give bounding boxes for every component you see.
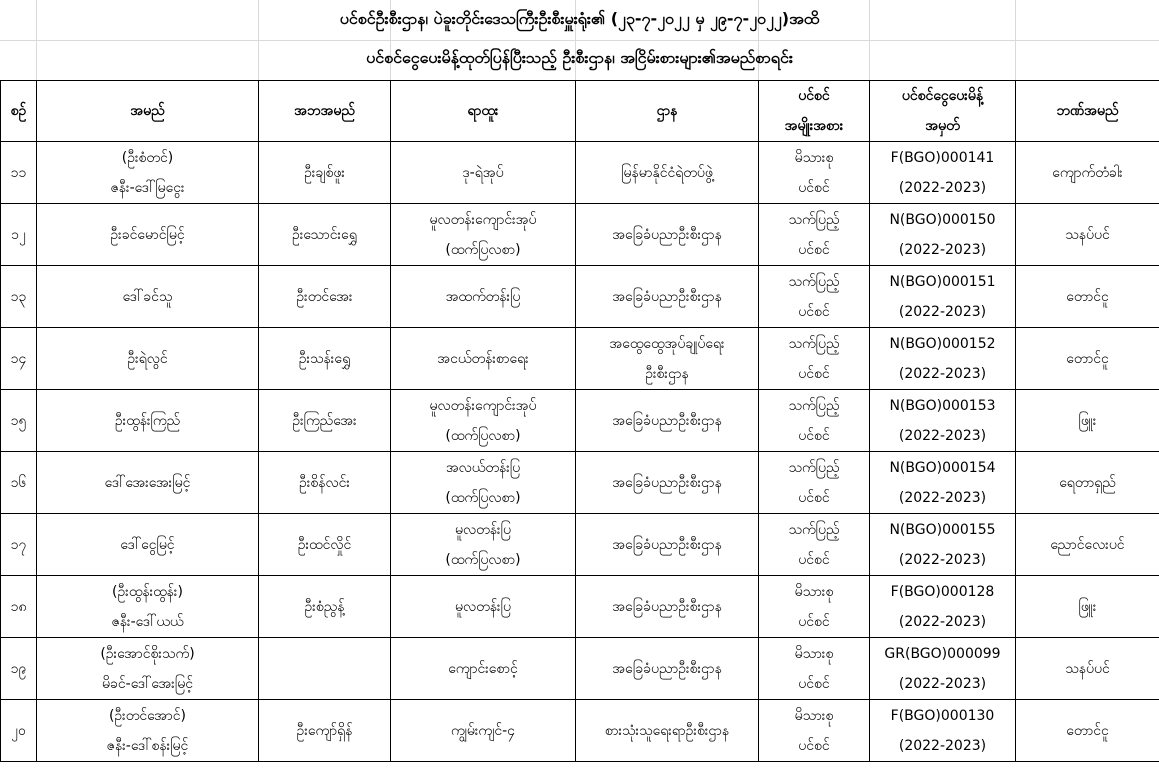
table-row xyxy=(1,452,1159,514)
cell-order-number[interactable] xyxy=(870,390,1016,452)
cell-department[interactable] xyxy=(576,452,759,514)
cell-bank-text: သနပ်ပင် xyxy=(1065,226,1110,243)
cell-order-number-text: N(BGO)000154 xyxy=(889,459,996,476)
cell-rank[interactable] xyxy=(391,390,576,452)
cell-bank[interactable] xyxy=(1016,700,1159,762)
cell-pension-type[interactable] xyxy=(759,514,870,576)
cell-order-number-text: N(BGO)000151 xyxy=(889,273,996,290)
cell-rank[interactable] xyxy=(391,452,576,514)
header-col-father-name[interactable] xyxy=(259,81,391,142)
cell-pension-type-text: ပင်စင် xyxy=(798,303,830,320)
cell-order-number-text: (2022-2023) xyxy=(898,303,987,320)
cell-bank-text: ဖြူး xyxy=(1078,598,1097,615)
header-label: ဘဏ်အမည် xyxy=(1056,103,1119,119)
cell-serial[interactable] xyxy=(1,700,37,762)
header-col-rank[interactable] xyxy=(391,81,576,142)
cell-rank[interactable] xyxy=(391,204,576,266)
cell-name-text: ဦးရဲလွင် xyxy=(127,350,168,367)
cell-order-number[interactable] xyxy=(870,452,1016,514)
cell-father-name-text: ဦးသန်းရွှေ xyxy=(298,350,351,367)
table-row xyxy=(1,576,1159,638)
cell-pension-type[interactable] xyxy=(759,266,870,328)
cell-rank-text: (ထက်ပြလစာ) xyxy=(445,427,521,444)
cell-pension-type-text: သက်ပြည့် xyxy=(788,459,840,476)
cell-rank-text: (ထက်ပြလစာ) xyxy=(445,551,521,568)
cell-pension-type-text: သက်ပြည့် xyxy=(788,335,840,352)
cell-name[interactable] xyxy=(37,266,259,328)
cell-father-name[interactable] xyxy=(259,266,391,328)
cell-pension-type-text: သက်ပြည့် xyxy=(788,273,840,290)
cell-rank[interactable] xyxy=(391,142,576,204)
cell-order-number[interactable] xyxy=(870,638,1016,700)
cell-father-name-text: ဦးကြည်အေး xyxy=(292,412,357,429)
cell-name-text: ဒေါ်အေးအေးမြင့် xyxy=(104,474,191,491)
cell-bank[interactable] xyxy=(1016,514,1159,576)
cell-bank[interactable] xyxy=(1016,452,1159,514)
cell-bank[interactable] xyxy=(1016,142,1159,204)
cell-pension-type[interactable] xyxy=(759,452,870,514)
cell-order-number-text: (2022-2023) xyxy=(898,675,987,692)
cell-name[interactable] xyxy=(37,328,259,390)
cell-father-name-text: ဦးထင်လှိုင် xyxy=(297,536,352,553)
header-label: အမည် xyxy=(130,103,165,119)
cell-pension-type[interactable] xyxy=(759,204,870,266)
cell-pension-type-text: ပင်စင် xyxy=(798,551,830,568)
cell-pension-type-text: ပင်စင် xyxy=(798,179,830,196)
cell-father-name-text: ဦးစံညွန့် xyxy=(304,598,345,615)
cell-rank-text: ကျောင်းစောင့် xyxy=(448,660,518,677)
cell-department[interactable] xyxy=(576,638,759,700)
cell-serial-text: ၁၅ xyxy=(10,412,27,429)
cell-pension-type-text: မိသားစု xyxy=(794,583,834,600)
cell-rank-text: မူလတန်းပြ xyxy=(455,598,511,615)
cell-rank[interactable] xyxy=(391,514,576,576)
report-title-line-2: ပင်စင်ငွေပေးမိန့်ထုတ်ပြန်ပြီးသည့် ဦးစီးဌာန၊ အငြိမ်းစားများ၏အမည်စာရင်း xyxy=(366,48,793,67)
table-row xyxy=(1,266,1159,328)
cell-name[interactable] xyxy=(37,204,259,266)
cell-name[interactable] xyxy=(37,638,259,700)
cell-pension-type-text: မိသားစု xyxy=(794,149,834,166)
cell-order-number-text: N(BGO)000150 xyxy=(889,211,996,228)
cell-father-name[interactable] xyxy=(259,700,391,762)
cell-pension-type-text: ပင်စင် xyxy=(798,737,830,754)
table-body xyxy=(1,142,1159,762)
cell-order-number-text: F(BGO)000128 xyxy=(890,583,995,600)
cell-name[interactable] xyxy=(37,452,259,514)
cell-bank-text: ညောင်လေးပင် xyxy=(1050,536,1125,553)
cell-name-text: ဇနီး-ဒေါ်မြငွေး xyxy=(110,179,185,196)
cell-name[interactable] xyxy=(37,514,259,576)
cell-father-name[interactable] xyxy=(259,390,391,452)
table-row xyxy=(1,328,1159,390)
cell-order-number[interactable] xyxy=(870,514,1016,576)
header-col-name[interactable] xyxy=(37,81,259,142)
cell-rank-text: မူလတန်းကျောင်းအုပ် xyxy=(429,397,537,414)
cell-order-number-text: N(BGO)000155 xyxy=(889,521,996,538)
cell-pension-type-text: ပင်စင် xyxy=(798,489,830,506)
cell-rank[interactable] xyxy=(391,266,576,328)
cell-order-number[interactable] xyxy=(870,328,1016,390)
cell-father-name[interactable] xyxy=(259,638,391,700)
cell-department[interactable] xyxy=(576,390,759,452)
header-label: ပင်စင်ငွေပေးမိန့် xyxy=(901,88,984,104)
cell-serial[interactable] xyxy=(1,576,37,638)
cell-serial[interactable] xyxy=(1,204,37,266)
cell-serial-text: ၁၈ xyxy=(10,598,27,615)
cell-pension-type-text: ပင်စင် xyxy=(798,241,830,258)
header-col-department[interactable] xyxy=(576,81,759,142)
cell-order-number-text: (2022-2023) xyxy=(898,551,987,568)
cell-rank-text: (ထက်ပြလစာ) xyxy=(445,241,521,258)
cell-father-name[interactable] xyxy=(259,514,391,576)
cell-name-text: ဇနီး-ဒေါ်စန်းမြင့် xyxy=(106,737,189,754)
cell-pension-type[interactable] xyxy=(759,328,870,390)
cell-order-number-text: (2022-2023) xyxy=(898,179,987,196)
cell-name[interactable] xyxy=(37,390,259,452)
cell-department-text: အခြေခံပညာဦးစီးဌာန xyxy=(612,288,722,305)
cell-order-number-text: (2022-2023) xyxy=(898,489,987,506)
cell-rank[interactable] xyxy=(391,576,576,638)
cell-serial-text: ၁၄ xyxy=(10,350,27,367)
cell-rank[interactable] xyxy=(391,638,576,700)
cell-bank-text: တောင်ငူ xyxy=(1066,350,1109,367)
header-label: ပင်စင် xyxy=(798,88,830,104)
cell-department-text: အခြေခံပညာဦးစီးဌာန xyxy=(612,536,722,553)
cell-pension-type[interactable] xyxy=(759,700,870,762)
cell-order-number[interactable] xyxy=(870,142,1016,204)
cell-father-name[interactable] xyxy=(259,576,391,638)
cell-rank-text: ကျွမ်းကျင်-၄ xyxy=(450,722,516,739)
header-label: စဉ် xyxy=(10,103,27,119)
cell-department[interactable] xyxy=(576,328,759,390)
cell-bank[interactable] xyxy=(1016,204,1159,266)
header-col-order-number[interactable] xyxy=(870,81,1016,142)
cell-pension-type[interactable] xyxy=(759,142,870,204)
cell-father-name[interactable] xyxy=(259,142,391,204)
cell-serial-text: ၁၁ xyxy=(10,164,27,181)
cell-order-number[interactable] xyxy=(870,576,1016,638)
table-row xyxy=(1,514,1159,576)
cell-department-text: အခြေခံပညာဦးစီးဌာန xyxy=(612,412,722,429)
cell-father-name-text: ဦးသောင်းရွှေ xyxy=(292,226,357,243)
cell-name-text: ဇနီး-ဒေါ်ယယ် xyxy=(111,613,184,630)
cell-pension-type[interactable] xyxy=(759,390,870,452)
cell-bank[interactable] xyxy=(1016,576,1159,638)
cell-department[interactable] xyxy=(576,204,759,266)
cell-name-text: ဦးထွန်းကြည် xyxy=(114,412,181,429)
cell-rank-text: ဒု-ရဲအုပ် xyxy=(462,164,504,181)
cell-father-name-text: ဦးကျော်ရှိန် xyxy=(296,722,353,739)
cell-order-number[interactable] xyxy=(870,266,1016,328)
cell-department-text: အခြေခံပညာဦးစီးဌာန xyxy=(612,598,722,615)
header-label-line-2: အမျိုးအစား xyxy=(784,118,844,134)
table-row xyxy=(1,638,1159,700)
header-col-pension-type[interactable] xyxy=(759,81,870,142)
gridline xyxy=(0,40,1159,41)
cell-order-number-text: N(BGO)000152 xyxy=(889,335,996,352)
cell-pension-type-text: မိသားစု xyxy=(794,645,834,662)
table-row xyxy=(1,142,1159,204)
cell-order-number-text: GR(BGO)000099 xyxy=(884,645,1001,662)
cell-serial-text: ၁၇ xyxy=(10,536,27,553)
table-row xyxy=(1,700,1159,762)
header-label-line-2: အမှတ် xyxy=(925,118,960,134)
cell-rank-text: အလယ်တန်းပြ xyxy=(445,459,521,476)
cell-department-text: စားသုံးသူရေးရာဦးစီးဌာန xyxy=(604,722,730,739)
cell-serial-text: ၂၀ xyxy=(11,722,26,739)
cell-pension-type-text: ပင်စင် xyxy=(798,365,830,382)
table-row xyxy=(1,204,1159,266)
cell-pension-type-text: ပင်စင် xyxy=(798,675,830,692)
cell-pension-type-text: ပင်စင် xyxy=(798,427,830,444)
cell-name-text: (ဦးထွန်းထွန်း) xyxy=(112,583,183,600)
cell-rank[interactable] xyxy=(391,328,576,390)
cell-name-text: ဒေါ်ငွေမြင့် xyxy=(120,536,175,553)
cell-department-text: အထွေထွေအုပ်ချုပ်ရေး xyxy=(609,335,725,352)
cell-bank-text: သနပ်ပင် xyxy=(1065,660,1110,677)
cell-rank-text: အထက်တန်းပြ xyxy=(445,288,521,305)
cell-pension-type[interactable] xyxy=(759,638,870,700)
cell-bank[interactable] xyxy=(1016,638,1159,700)
cell-bank[interactable] xyxy=(1016,328,1159,390)
cell-order-number-text: (2022-2023) xyxy=(898,241,987,258)
cell-serial-text: ၁၆ xyxy=(10,474,27,491)
next-title-partial xyxy=(0,760,1159,769)
cell-department[interactable] xyxy=(576,700,759,762)
cell-father-name-text: ဦးချစ်ဖူး xyxy=(304,164,345,181)
cell-bank[interactable] xyxy=(1016,390,1159,452)
cell-department-text: မြန်မာနိုင်ငံရဲတပ်ဖွဲ့ xyxy=(621,164,713,181)
cell-name-text: မိခင်-ဒေါ်အေးမြင့် xyxy=(102,675,193,692)
cell-rank-text: မူလတန်းကျောင်းအုပ် xyxy=(429,211,537,228)
cell-bank-text: တောင်ငူ xyxy=(1066,722,1109,739)
cell-name[interactable] xyxy=(37,576,259,638)
cell-rank[interactable] xyxy=(391,700,576,762)
cell-serial[interactable] xyxy=(1,638,37,700)
cell-serial[interactable] xyxy=(1,328,37,390)
cell-order-number-text: (2022-2023) xyxy=(898,365,987,382)
cell-name-text: (ဦးတင်အောင်) xyxy=(108,707,187,724)
cell-pension-type-text: သက်ပြည့် xyxy=(788,211,840,228)
cell-order-number-text: (2022-2023) xyxy=(898,737,987,754)
header-col-serial[interactable] xyxy=(1,81,37,142)
cell-department[interactable] xyxy=(576,514,759,576)
cell-father-name[interactable] xyxy=(259,328,391,390)
cell-name-text: (ဦးအောင်စိုးသက်) xyxy=(100,645,195,662)
cell-father-name[interactable] xyxy=(259,204,391,266)
cell-pension-type-text: သက်ပြည့် xyxy=(788,397,840,414)
header-label: အဘအမည် xyxy=(294,103,355,119)
cell-bank[interactable] xyxy=(1016,266,1159,328)
cell-bank-text: ကျောက်တံခါး xyxy=(1052,164,1123,181)
cell-department[interactable] xyxy=(576,576,759,638)
cell-bank-text: တောင်ငူ xyxy=(1066,288,1109,305)
cell-father-name-text: ဦးစိန်လင်း xyxy=(299,474,350,491)
cell-serial[interactable] xyxy=(1,514,37,576)
cell-name[interactable] xyxy=(37,700,259,762)
cell-order-number-text: F(BGO)000130 xyxy=(890,707,995,724)
cell-bank-text: ဖြူး xyxy=(1078,412,1097,429)
cell-serial-text: ၁၂ xyxy=(11,226,26,243)
cell-serial[interactable] xyxy=(1,266,37,328)
cell-pension-type-text: ပင်စင် xyxy=(798,613,830,630)
cell-department[interactable] xyxy=(576,266,759,328)
cell-order-number-text: (2022-2023) xyxy=(898,613,987,630)
cell-serial[interactable] xyxy=(1,452,37,514)
cell-serial-text: ၁၃ xyxy=(10,288,27,305)
cell-rank-text: အငယ်တန်းစာရေး xyxy=(437,350,529,367)
cell-rank-text: (ထက်ပြလစာ) xyxy=(445,489,521,506)
pension-table xyxy=(0,80,1159,762)
cell-order-number[interactable] xyxy=(870,700,1016,762)
cell-bank-text: ရေတာရှည် xyxy=(1059,474,1116,491)
cell-father-name[interactable] xyxy=(259,452,391,514)
cell-order-number-text: N(BGO)000153 xyxy=(889,397,996,414)
table-row xyxy=(1,390,1159,452)
cell-department-text: အခြေခံပညာဦးစီးဌာန xyxy=(612,660,722,677)
report-title-line-1: ပင်စင်ဦးစီးဌာန၊ ပဲခူးတိုင်းဒေသကြီးဦးစီးမှူးရုံး၏ (၂၃-၇-၂၀၂၂ မှ ၂၉-၇-၂၀၂၂)အထိ xyxy=(339,9,820,28)
cell-department-text: ဦးစီးဌာန xyxy=(645,365,689,382)
cell-serial[interactable] xyxy=(1,142,37,204)
cell-order-number-text: F(BGO)000141 xyxy=(890,149,995,166)
header-label: ရာထူး xyxy=(467,103,499,119)
cell-name[interactable] xyxy=(37,142,259,204)
cell-department[interactable] xyxy=(576,142,759,204)
cell-pension-type-text: မိသားစု xyxy=(794,707,834,724)
cell-order-number-text: (2022-2023) xyxy=(898,427,987,444)
cell-name-text: ဒေါ်ခင်သူ xyxy=(122,288,173,305)
cell-pension-type[interactable] xyxy=(759,576,870,638)
header-label: ဌာန xyxy=(656,103,678,119)
cell-pension-type-text: သက်ပြည့် xyxy=(788,521,840,538)
cell-name-text: (ဦးစံတင်) xyxy=(121,149,174,166)
cell-serial-text: ၁၉ xyxy=(10,660,27,677)
cell-father-name-text: ဦးတင်အေး xyxy=(296,288,353,305)
cell-serial[interactable] xyxy=(1,390,37,452)
cell-name-text: ဦးခင်မောင်မြင့် xyxy=(110,226,185,243)
cell-order-number[interactable] xyxy=(870,204,1016,266)
cell-department-text: အခြေခံပညာဦးစီးဌာန xyxy=(612,474,722,491)
cell-department-text: အခြေခံပညာဦးစီးဌာန xyxy=(612,226,722,243)
table-header-row xyxy=(1,81,1159,142)
cell-rank-text: မူလတန်းပြ xyxy=(455,521,511,538)
header-col-bank[interactable] xyxy=(1016,81,1159,142)
